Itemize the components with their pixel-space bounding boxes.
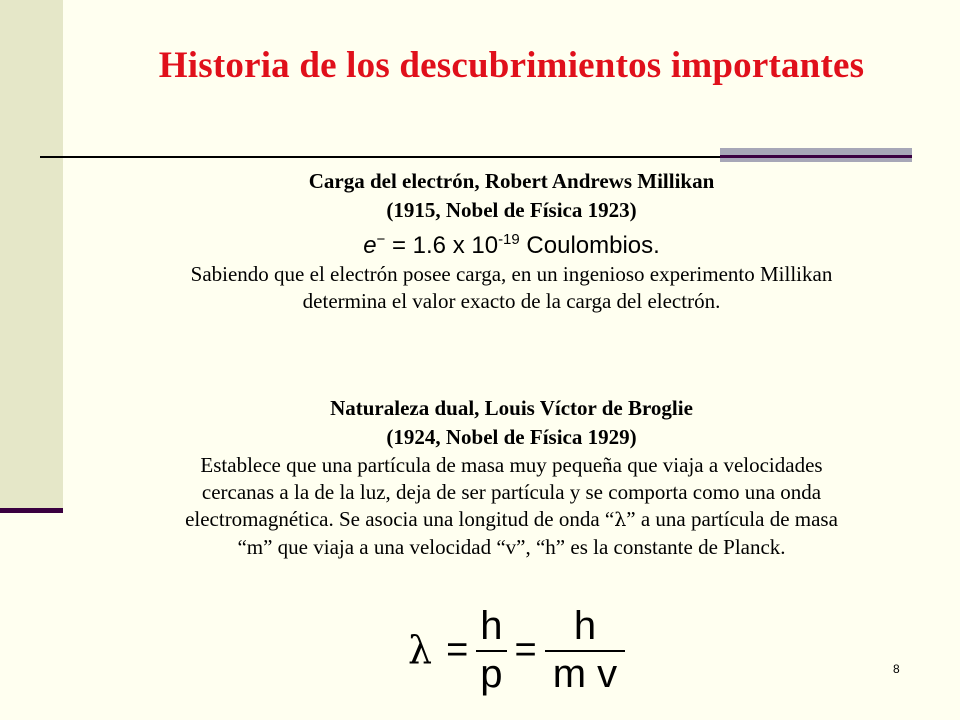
broglie-body-line-1: Establece que una partícula de masa muy pequeña que viaja a velocidades: [200, 453, 823, 477]
sidebar-rule: [0, 508, 63, 513]
formula-charge-sign: −: [376, 231, 386, 248]
broglie-dates: (1924, Nobel de Física 1929): [386, 425, 637, 449]
page-number: 8: [893, 662, 900, 676]
broglie-body-line-2: cercanas a la de la luz, deja de ser partícula y se comporta como una onda: [201, 480, 822, 504]
millikan-section: [63, 167, 960, 315]
broglie-body-line-3-suffix: ” a una partícula de masa: [626, 507, 838, 531]
millikan-body-line-1: Sabiendo que el electrón posee carga, en un ingenioso experimento Millikan: [190, 262, 833, 286]
formula-exponent: -19: [498, 231, 520, 248]
sidebar-decoration: [0, 0, 63, 508]
broglie-body-line-4: “m” que viaja a una velocidad “v”, “h” es la constante de Planck.: [237, 535, 786, 559]
millikan-dates: (1915, Nobel de Física 1923): [386, 198, 637, 222]
formula-unit: Coulombios.: [519, 232, 660, 259]
equation-equals-1: =: [446, 629, 469, 671]
broglie-body-line-3: [63, 506, 960, 534]
lambda-symbol: λ: [614, 509, 627, 531]
formula-base: e: [363, 232, 377, 259]
equation-lambda: λ: [408, 628, 433, 672]
millikan-body-line-2: determina el valor exacto de la carga del electrón.: [302, 289, 721, 313]
broglie-heading: Naturaleza dual, Louis Víctor de Broglie: [330, 396, 693, 420]
slide-title: Historia de los descubrimientos importantes: [158, 45, 865, 86]
fraction-2-numerator: h: [573, 604, 597, 648]
millikan-heading: Carga del electrón, Robert Andrews Millikan: [308, 169, 715, 193]
fraction-1-denominator: p: [480, 652, 503, 696]
equation-equals-2: =: [514, 629, 537, 671]
formula-middle: = 1.6 x 10: [385, 232, 499, 259]
fraction-2-denominator: m v: [552, 652, 618, 696]
fraction-h-over-p: [476, 606, 506, 694]
fraction-h-over-mv: [545, 606, 625, 694]
de-broglie-equation: [408, 606, 625, 694]
fraction-1-numerator: h: [480, 604, 503, 648]
electron-charge-formula: [63, 225, 960, 261]
title-divider-accent-dark: [720, 155, 912, 158]
broglie-section: [63, 394, 960, 561]
broglie-body-line-3-prefix: electromagnética. Se asocia una longitud de onda “: [185, 507, 615, 531]
